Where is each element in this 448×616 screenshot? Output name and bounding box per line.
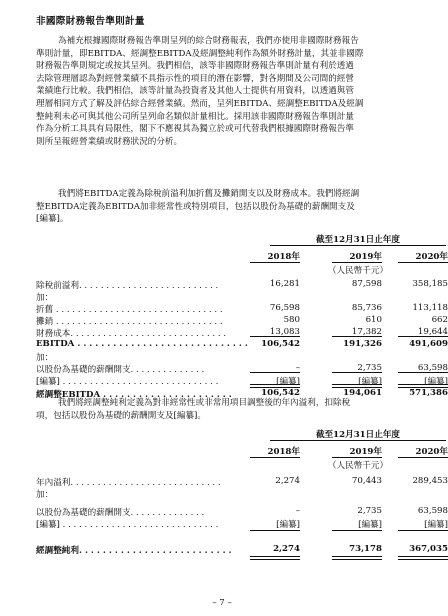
row-label: 加： xyxy=(36,353,54,363)
subtotal-rule xyxy=(250,530,300,531)
row-label: 年內溢利. . . . . . . . . . . . . . . . . . . . . . . . . . . . xyxy=(36,478,221,488)
cell-value: 191,326 xyxy=(343,339,382,349)
ebitda-definition-line: 整EBITDA定義為EBITDA加非經常性或特別項目，包括以股份為基礎的薪酬開支及 xyxy=(36,201,355,212)
cell-value: 76,598 xyxy=(269,303,300,313)
year-rule xyxy=(332,262,382,263)
total-double-rule xyxy=(332,384,382,388)
unit-label: （人民幣千元） xyxy=(327,461,389,471)
row-label: 加： xyxy=(36,490,54,500)
cell-value: – xyxy=(295,363,300,373)
cell-value: 73,178 xyxy=(349,544,382,554)
ebitda-definition-line: 我們將EBITDA定義為除稅前溢利加折舊及攤銷開支以及財務成本。我們將經調 xyxy=(58,189,360,199)
year-header-2019: 2019年 xyxy=(349,447,382,457)
cell-value: 85,736 xyxy=(351,303,382,313)
table-row xyxy=(36,351,410,362)
row-label: 除稅前溢利. . . . . . . . . . . . . . . . . . . . . . . . . . xyxy=(36,281,219,291)
row-label: 以股份為基礎的薪酬開支. . . . . . . . . . . . . . xyxy=(36,365,205,375)
subtotal-rule xyxy=(250,372,300,373)
cell-value: 194,061 xyxy=(343,388,382,398)
table-header-rule xyxy=(270,245,446,246)
year-header-2018: 2018年 xyxy=(267,252,300,262)
year-header-2018: 2018年 xyxy=(267,447,300,457)
cell-value: 17,382 xyxy=(351,327,382,337)
cell-value: 610 xyxy=(365,315,382,325)
row-label: 經調整EBITDA . . . . . . . . . . . . . . . . . . . . . . xyxy=(36,390,232,400)
total-double-rule xyxy=(398,384,448,388)
subtotal-rule xyxy=(332,372,382,373)
net-profit-definition-line: 項，包括以股份為基礎的薪酬開支及[編纂]。 xyxy=(36,410,206,421)
cell-value: 367,035 xyxy=(409,544,448,554)
cell-value: 106,542 xyxy=(261,339,300,349)
subtotal-rule xyxy=(332,336,382,337)
year-rule xyxy=(398,457,448,458)
cell-value: 87,598 xyxy=(351,279,382,289)
adjusted-net-profit-definition-paragraph xyxy=(36,397,410,422)
table-row xyxy=(36,291,410,302)
row-label: 攤銷 . . . . . . . . . . . . . . . . . . . . . . . . . . . . . . . xyxy=(36,317,223,327)
subtotal-rule xyxy=(398,372,448,373)
cell-value: 491,609 xyxy=(409,339,448,349)
section-heading: 非國際財務報告準則計量 xyxy=(36,16,145,27)
table-row xyxy=(36,518,448,530)
subtotal-rule xyxy=(332,530,382,531)
cell-value: [編纂] xyxy=(358,377,382,387)
cell-value: [編纂] xyxy=(276,520,300,530)
year-rule xyxy=(250,262,300,263)
cell-value: 571,386 xyxy=(409,388,448,398)
year-header-2019: 2019年 xyxy=(349,252,382,262)
ebitda-definition-line: [編纂]。 xyxy=(36,214,69,225)
intro-line: 去除管理層認為對經營業績不具指示性的項目的潛在影響，對各期間及公司間的經營 xyxy=(36,73,354,84)
row-label: 折舊 . . . . . . . . . . . . . . . . . . . . . . . . . . . . . . . xyxy=(36,305,223,315)
year-rule xyxy=(332,457,382,458)
intro-line: 作為分析工具具有局限性，閣下不應視其為獨立於或可代替我們根據國際財務報告準 xyxy=(36,124,354,135)
subtotal-rule xyxy=(250,336,300,337)
row-label: [編纂] . . . . . . . . . . . . . . . . . . . . . . . . . . . . . xyxy=(36,520,219,530)
cell-value: [編纂] xyxy=(276,377,300,387)
year-rule xyxy=(398,262,448,263)
ebitda-definition-paragraph xyxy=(36,188,410,226)
subtotal-rule xyxy=(398,336,448,337)
table-header-rule xyxy=(270,440,446,441)
cell-value: 113,118 xyxy=(412,303,448,313)
cell-value: [編纂] xyxy=(358,520,382,530)
intro-line: 為補充根據國際財務報告準則呈列的綜合財務報表，我們亦使用非國際財務報告 xyxy=(58,36,359,46)
year-header-2020: 2020年 xyxy=(415,447,448,457)
row-label: EBITDA . . . . . . . . . . . . . . . . . . . . . . . . . . . . . xyxy=(36,339,248,349)
table-row xyxy=(36,303,448,315)
page-number: – 7 – xyxy=(212,598,232,608)
table-row xyxy=(36,544,448,556)
row-label: [編纂] . . . . . . . . . . . . . . . . . . . . . . . . . . . . . xyxy=(36,377,219,387)
total-double-rule xyxy=(332,556,382,560)
cell-value: [編纂] xyxy=(424,377,448,387)
table-row xyxy=(36,488,410,499)
row-label: 以股份為基礎的薪酬開支. . . . . . . . . . . . . . xyxy=(36,508,205,518)
row-label: 加： xyxy=(36,293,54,303)
cell-value: 2,735 xyxy=(357,506,382,516)
cell-value: 2,274 xyxy=(273,544,300,554)
table-group-header: 截至12月31日止年度 xyxy=(315,235,401,245)
intro-line: 業績進行比較。我們相信，該等計量為投資者及其他人士提供有用資料，以透過與管 xyxy=(36,86,354,97)
subtotal-rule xyxy=(398,530,448,531)
cell-value: 580 xyxy=(283,315,300,325)
cell-value: 289,453 xyxy=(412,476,448,486)
cell-value: 16,281 xyxy=(269,279,300,289)
table-row xyxy=(36,279,448,291)
cell-value: 2,735 xyxy=(357,363,382,373)
cell-value: 358,185 xyxy=(412,279,448,289)
intro-line: 準則計量，即EBITDA、經調整EBITDA及經調整純利作為額外財務計量，其並非國際 xyxy=(36,48,364,59)
intro-line: 財務報告準則規定或按其呈列。我們相信，該等非國際財務報告準則計量有利於透過 xyxy=(36,61,354,72)
total-double-rule xyxy=(250,556,300,560)
cell-value: [編纂] xyxy=(424,520,448,530)
intro-paragraph xyxy=(36,35,410,148)
row-label: 財務成本. . . . . . . . . . . . . . . . . . . . . . . . . . . . . xyxy=(36,329,227,339)
table-group-header: 截至12月31日止年度 xyxy=(315,430,401,440)
intro-line: 則所呈報經營業績或財務狀況的分析。 xyxy=(36,136,183,147)
unit-label: （人民幣千元） xyxy=(327,266,389,276)
cell-value: 19,644 xyxy=(417,327,448,337)
cell-value: 2,274 xyxy=(275,476,300,486)
net-profit-definition-line: 我們將經調整純利定義為對非經常性或非常用項目調整後的年內溢利，扣除稅 xyxy=(58,398,351,408)
cell-value: – xyxy=(295,506,300,516)
row-label: 經調整純利. . . . . . . . . . . . . . . . . . . . . . . . . . xyxy=(36,546,232,556)
cell-value: 13,083 xyxy=(269,327,300,337)
cell-value: 662 xyxy=(431,315,448,325)
table-row xyxy=(36,506,448,518)
cell-value: 70,443 xyxy=(351,476,382,486)
intro-line: 理層相同方式了解及評估綜合經營業績。然而，呈列EBITDA、經調整EBITDA及經調 xyxy=(36,98,364,109)
intro-line: 整純利未必可與其他公司所呈列命名類似計量相比。採用該非國際財務報告準則計量 xyxy=(36,111,354,122)
year-header-2020: 2020年 xyxy=(415,252,448,262)
cell-value: 63,598 xyxy=(417,506,448,516)
cell-value: 106,542 xyxy=(261,388,300,398)
table-row xyxy=(36,476,448,488)
table-row xyxy=(36,339,448,350)
total-double-rule xyxy=(398,556,448,560)
year-rule xyxy=(250,457,300,458)
cell-value: 63,598 xyxy=(417,363,448,373)
table-row xyxy=(36,315,448,327)
total-double-rule xyxy=(250,384,300,388)
